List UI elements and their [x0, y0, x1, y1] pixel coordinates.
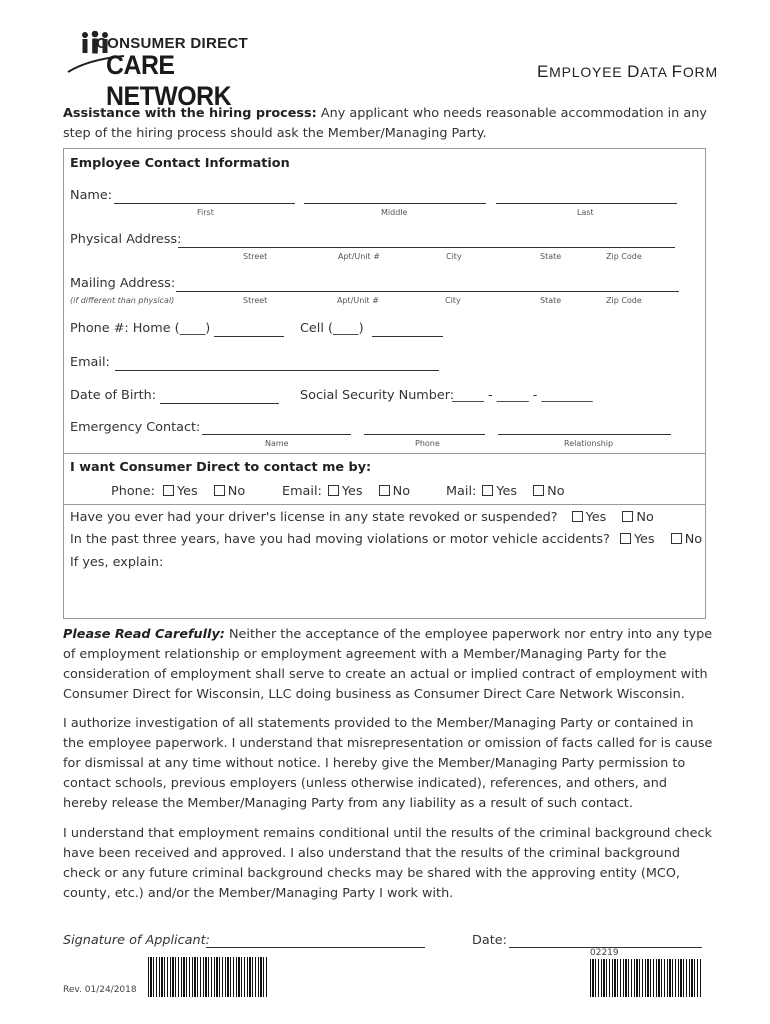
home-phone-field[interactable] — [214, 336, 284, 337]
read-carefully-text: Neither the acceptance of the employee paperwork nor entry into any type of employment relationship or employment agreement with a Member/Managing Party for the consideration of employment shall serve to create an actual or implied contract of employment with Consumer Direct for Wisconsin, LLC doing business as Consumer Direct Care Network Wisconsin. — [63, 627, 713, 702]
license-yes-checkbox[interactable] — [572, 511, 583, 522]
contact-heading: Employee Contact Information — [70, 156, 290, 171]
assistance-paragraph — [63, 104, 708, 144]
ssn-label: Social Security Number: — [300, 388, 455, 403]
emergency-name-sub: Name — [265, 439, 289, 448]
last-sub: Last — [577, 208, 594, 217]
first-sub: First — [197, 208, 214, 217]
yes-label: Yes — [633, 532, 655, 547]
violations-yes-checkbox[interactable] — [620, 533, 631, 544]
logo — [66, 30, 256, 111]
yes-label: Yes — [177, 484, 198, 499]
emergency-relationship-field[interactable] — [498, 434, 671, 435]
form-title: EMPLOYEE DATA FORM — [537, 62, 718, 81]
violations-no-checkbox[interactable] — [671, 533, 682, 544]
last-name-field[interactable] — [496, 203, 677, 204]
cell-phone-field[interactable] — [372, 336, 443, 337]
explain-label: If yes, explain: — [70, 555, 164, 570]
read-carefully-bold: Please Read Carefully: — [63, 627, 225, 642]
ssn-field[interactable]: _____ - _____ - ________ — [452, 388, 593, 403]
read-carefully-paragraph — [63, 625, 713, 705]
physical-address-field[interactable] — [178, 247, 675, 248]
question-license — [70, 510, 654, 525]
pref-email-no-checkbox[interactable] — [379, 485, 390, 496]
phone-home-label: Phone #: Home (____) — [70, 321, 211, 336]
pref-mail-yes-checkbox[interactable] — [482, 485, 493, 496]
city-sub: City — [446, 252, 462, 261]
pref-email-yes-checkbox[interactable] — [328, 485, 339, 496]
assistance-text: Any applicant who needs reasonable accommodation in any step of the hiring process should ask the Member/Managing Party. — [63, 106, 707, 141]
pref-mail-no-checkbox[interactable] — [533, 485, 544, 496]
emergency-phone-field[interactable] — [364, 434, 485, 435]
yes-label: Yes — [341, 484, 363, 499]
middle-name-field[interactable] — [304, 203, 486, 204]
zip-sub: Zip Code — [606, 252, 642, 261]
form-code: 02219 — [590, 948, 619, 958]
revision-date: Rev. 01/24/2018 — [63, 985, 137, 995]
pref-email — [282, 484, 410, 499]
no-label: No — [392, 484, 411, 499]
left-barcode — [148, 957, 268, 997]
first-name-field[interactable] — [114, 203, 295, 204]
cell-label: Cell (____) — [300, 321, 364, 336]
section-divider — [63, 504, 706, 505]
state-sub: State — [540, 252, 562, 261]
no-label: No — [636, 510, 654, 525]
emergency-contact-label: Emergency Contact: — [70, 420, 201, 435]
city-sub: City — [445, 296, 461, 305]
pref-phone-yes-checkbox[interactable] — [163, 485, 174, 496]
contact-pref-heading: I want Consumer Direct to contact me by: — [70, 460, 372, 475]
no-label: No — [547, 484, 565, 499]
question-violations-text: In the past three years, have you had moving violations or motor vehicle accidents? — [70, 532, 610, 547]
pref-phone-no-checkbox[interactable] — [214, 485, 225, 496]
email-label: Email: — [70, 355, 110, 370]
pref-phone-label: Phone: — [111, 484, 155, 499]
emergency-relationship-sub: Relationship — [564, 439, 614, 448]
physical-address-label: Physical Address: — [70, 232, 182, 247]
explain-field[interactable] — [70, 575, 700, 613]
question-license-text: Have you ever had your driver's license in any state revoked or suspended? — [70, 510, 558, 525]
yes-label: Yes — [496, 484, 518, 499]
signature-field[interactable] — [206, 947, 425, 948]
zip-sub: Zip Code — [606, 296, 642, 305]
apt-sub: Apt/Unit # — [338, 252, 380, 261]
street-sub: Street — [243, 296, 268, 305]
logo-bottom-text: CARE NETWORK — [106, 50, 232, 111]
section-divider — [63, 453, 706, 454]
right-barcode — [590, 959, 702, 997]
email-field[interactable] — [115, 370, 439, 371]
street-sub: Street — [243, 252, 268, 261]
no-label: No — [684, 532, 703, 547]
signature-label: Signature of Applicant: — [63, 933, 210, 948]
dob-field[interactable] — [160, 403, 279, 404]
date-label: Date: — [472, 933, 507, 948]
emergency-name-field[interactable] — [202, 434, 351, 435]
license-no-checkbox[interactable] — [622, 511, 633, 522]
pref-phone — [111, 484, 245, 499]
name-label: Name: — [70, 188, 113, 203]
logo-top-text: CONSUMER DIRECT — [96, 35, 249, 52]
emergency-phone-sub: Phone — [415, 439, 440, 448]
mailing-note: (if different than physical) — [70, 296, 175, 305]
apt-sub: Apt/Unit # — [337, 296, 379, 305]
mailing-address-field[interactable] — [176, 291, 679, 292]
authorize-paragraph: I authorize investigation of all statements provided to the Member/Managing Party or contained in the employee paperwork. I understand that misrepresentation or omission of facts called for is cause for dismissal at any time without notice. I hereby give the Member/Managing Party permission to contact schools, previous employers (unless otherwise indicated), references, and others, and hereby release the Member/Managing Party from any liability as a result of such contact. — [63, 716, 713, 811]
question-violations — [70, 532, 702, 547]
pref-email-label: Email: — [282, 484, 322, 499]
conditional-paragraph: I understand that employment remains conditional until the results of the criminal background check have been received and approved. I also understand that the results of the criminal background check or any future criminal background checks may be shared with the approving entity (MCO, county, etc.) and/or the Member/Managing Party I work with. — [63, 826, 712, 901]
form-box — [63, 148, 706, 619]
yes-label: Yes — [585, 510, 607, 525]
middle-sub: Middle — [381, 208, 408, 217]
pref-mail-label: Mail: — [446, 484, 477, 499]
dob-label: Date of Birth: — [70, 388, 157, 403]
pref-mail — [446, 484, 565, 499]
no-label: No — [227, 484, 246, 499]
assistance-bold: Assistance with the hiring process: — [63, 106, 317, 121]
state-sub: State — [540, 296, 562, 305]
mailing-address-label: Mailing Address: — [70, 276, 176, 291]
